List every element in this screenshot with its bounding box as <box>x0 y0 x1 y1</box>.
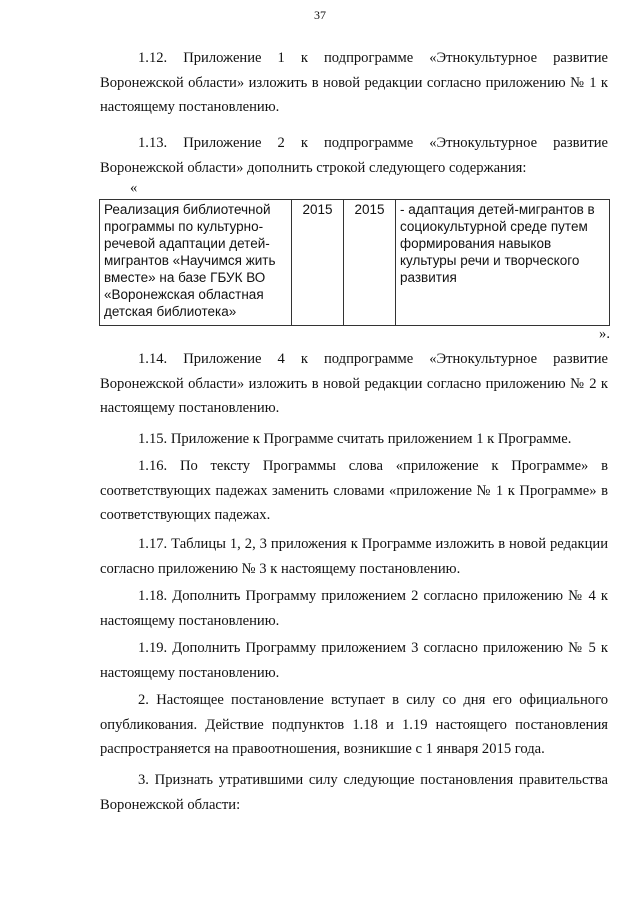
year-end-cell: 2015 <box>344 200 396 326</box>
table-row <box>100 200 610 326</box>
page-number: 37 <box>314 8 326 22</box>
appendix-table-row <box>99 199 610 326</box>
activity-cell: Реализация библиотечной программы по культурно-речевой адаптации детей-мигрантов «Научимся жить вместе» на базе ГБУК ВО «Воронежская областная детская библиотека» <box>100 200 292 326</box>
paragraph-1-19: 1.19. Дополнить Программу приложением 3 согласно приложению № 5 к настоящему постановлению. <box>100 640 608 681</box>
paragraph-1-14: 1.14. Приложение 4 к подпрограмме «Этнокультурное развитие Воронежской области» изложить в новой редакции согласно приложению № 2 к настоящему постановлению. <box>100 351 608 416</box>
paragraph-1-16: 1.16. По тексту Программы слова «приложение к Программе» в соответствующих падежах заменить словами «приложение № 1 к Программе» в соответствующих падежах. <box>100 458 608 523</box>
year-start-cell: 2015 <box>292 200 344 326</box>
paragraph-1-17: 1.17. Таблицы 1, 2, 3 приложения к Программе изложить в новой редакции согласно приложению № 3 к настоящему постановлению. <box>100 536 608 577</box>
closing-quote: ». <box>599 326 610 342</box>
paragraph-1-15: 1.15. Приложение к Программе считать приложением 1 к Программе. <box>138 431 572 447</box>
paragraph-1-13: 1.13. Приложение 2 к подпрограмме «Этнокультурное развитие Воронежской области» дополнить строкой следующего содержания: <box>100 135 608 176</box>
paragraph-3: 3. Признать утратившими силу следующие постановления правительства Воронежской области: <box>100 772 608 813</box>
opening-quote: « <box>130 180 138 196</box>
result-cell: - адаптация детей-мигрантов в социокультурной среде путем формирования навыков культуры речи и творческого развития <box>396 200 610 326</box>
paragraph-1-12: 1.12. Приложение 1 к подпрограмме «Этнокультурное развитие Воронежской области» изложить в новой редакции согласно приложению № 1 к настоящему постановлению. <box>100 50 608 115</box>
paragraph-2: 2. Настоящее постановление вступает в силу со дня его официального опубликования. Действие подпунктов 1.18 и 1.19 настоящего постановления распространяется на правоотношения, возникшие с 1 января 2015 года. <box>100 692 608 757</box>
paragraph-1-18: 1.18. Дополнить Программу приложением 2 согласно приложению № 4 к настоящему постановлению. <box>100 588 608 629</box>
